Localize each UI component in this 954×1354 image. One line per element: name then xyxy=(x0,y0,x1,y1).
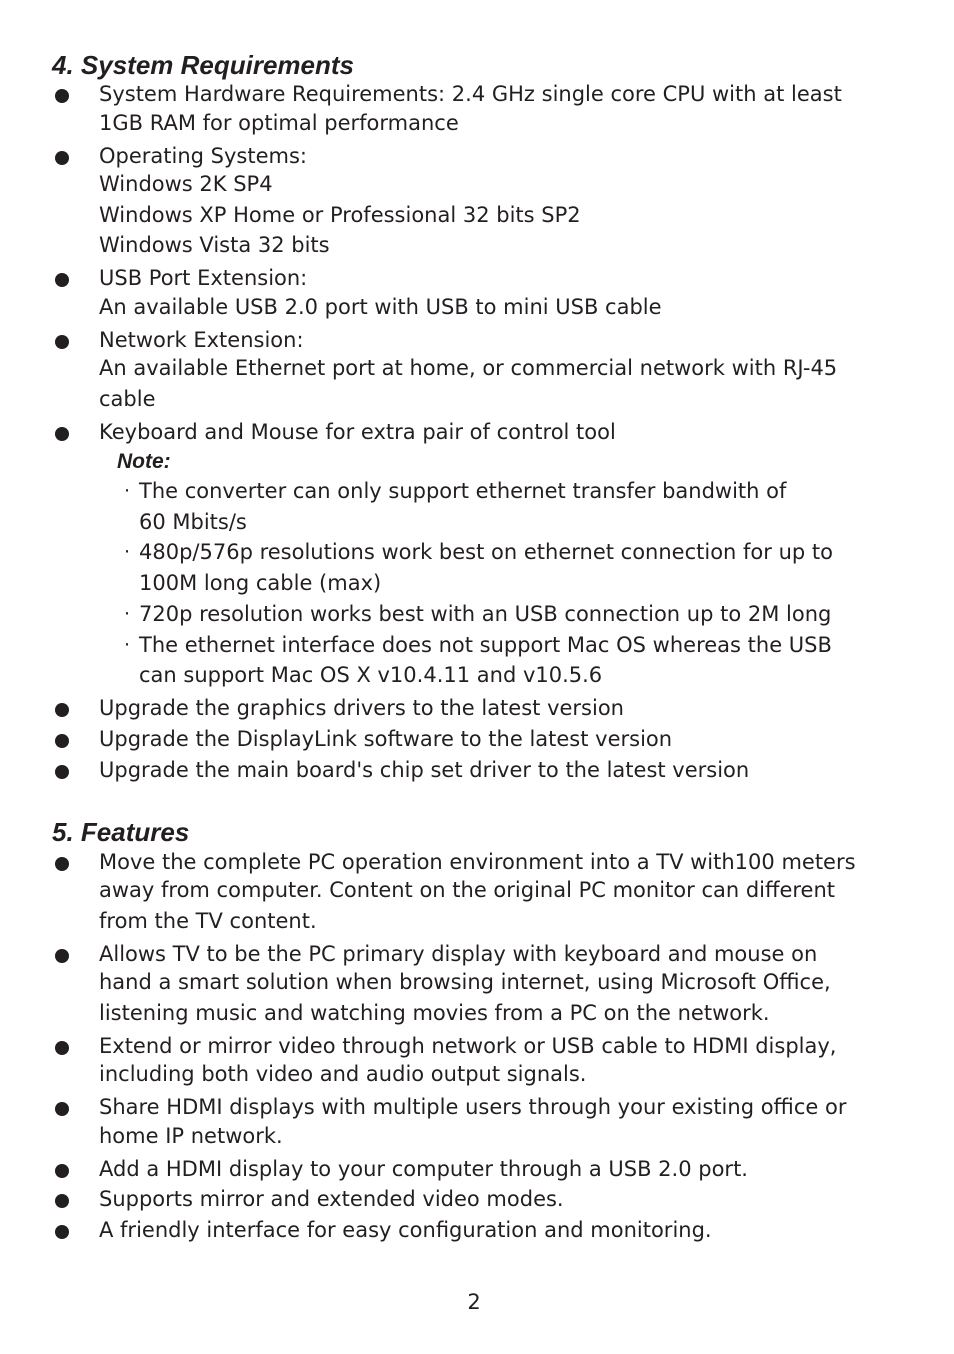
page-number: 2 xyxy=(467,1290,481,1314)
bullet-icon xyxy=(55,1164,69,1178)
feature-item-line: Extend or mirror video through network or USB cable to HDMI display, xyxy=(99,1034,837,1058)
upgrade-item: Upgrade the main board's chip set driver to the latest version xyxy=(99,758,750,782)
feature-item-line: Share HDMI displays with multiple users through your existing office or xyxy=(99,1095,847,1119)
feature-item-line: away from computer. Content on the original PC monitor can different xyxy=(99,878,836,902)
note-item-line: 480p/576p resolutions work best on ethernet connection for up to xyxy=(139,540,833,564)
note-item-line: The ethernet interface does not support Mac OS whereas the USB xyxy=(139,633,832,657)
network-extension-line1: An available Ethernet port at home, or commercial network with RJ-45 xyxy=(99,356,838,380)
section-heading-system-requirements: 4. System Requirements xyxy=(52,50,355,80)
section-heading-features: 5. Features xyxy=(52,817,190,847)
feature-item-line: Allows TV to be the PC primary display with keyboard and mouse on xyxy=(99,942,818,966)
bullet-icon xyxy=(55,1102,69,1116)
note-item-line: 100M long cable (max) xyxy=(139,571,382,595)
note-item-line: 60 Mbits/s xyxy=(139,510,247,534)
note-bullet-icon: · xyxy=(124,634,131,656)
network-extension-line2: cable xyxy=(99,387,156,411)
bullet-icon xyxy=(55,949,69,963)
bullet-icon xyxy=(55,734,69,748)
keyboard-mouse-item: Keyboard and Mouse for extra pair of control tool xyxy=(99,420,616,444)
feature-item-line: Move the complete PC operation environment into a TV with100 meters xyxy=(99,850,856,874)
note-bullet-icon: · xyxy=(124,541,131,563)
operating-systems-label: Operating Systems: xyxy=(99,144,307,168)
bullet-icon xyxy=(55,151,69,165)
feature-item-line: hand a smart solution when browsing internet, using Microsoft Office, xyxy=(99,970,831,994)
bullet-icon xyxy=(55,703,69,717)
bullet-icon xyxy=(55,335,69,349)
network-extension-label: Network Extension: xyxy=(99,328,304,352)
upgrade-item: Upgrade the DisplayLink software to the latest version xyxy=(99,727,673,751)
note-label: Note: xyxy=(117,450,171,473)
feature-item-line: Add a HDMI display to your computer through a USB 2.0 port. xyxy=(99,1157,748,1181)
bullet-icon xyxy=(55,1041,69,1055)
upgrade-item: Upgrade the graphics drivers to the latest version xyxy=(99,696,624,720)
usb-port-detail: An available USB 2.0 port with USB to mini USB cable xyxy=(99,295,662,319)
feature-item-line: Supports mirror and extended video modes. xyxy=(99,1187,564,1211)
note-item-line: can support Mac OS X v10.4.11 and v10.5.6 xyxy=(139,663,603,687)
note-bullet-icon: · xyxy=(124,480,131,502)
bullet-icon xyxy=(55,857,69,871)
hardware-requirements-line2: 1GB RAM for optimal performance xyxy=(99,111,459,135)
bullet-icon xyxy=(55,765,69,779)
bullet-icon xyxy=(55,1225,69,1239)
bullet-icon xyxy=(55,427,69,441)
note-item-line: The converter can only support ethernet transfer bandwith of xyxy=(139,479,787,503)
hardware-requirements-line1: System Hardware Requirements: 2.4 GHz single core CPU with at least xyxy=(99,82,842,106)
feature-item-line: including both video and audio output signals. xyxy=(99,1062,587,1086)
bullet-icon xyxy=(55,273,69,287)
os-item: Windows Vista 32 bits xyxy=(99,233,330,257)
usb-port-label: USB Port Extension: xyxy=(99,266,308,290)
feature-item-line: from the TV content. xyxy=(99,909,317,933)
bullet-icon xyxy=(55,89,69,103)
note-item-line: 720p resolution works best with an USB connection up to 2M long xyxy=(139,602,832,626)
feature-item-line: A friendly interface for easy configuration and monitoring. xyxy=(99,1218,712,1242)
feature-item-line: home IP network. xyxy=(99,1124,283,1148)
os-item: Windows 2K SP4 xyxy=(99,172,273,196)
note-bullet-icon: · xyxy=(124,603,131,625)
os-item: Windows XP Home or Professional 32 bits SP2 xyxy=(99,203,581,227)
feature-item-line: listening music and watching movies from a PC on the network. xyxy=(99,1001,770,1025)
bullet-icon xyxy=(55,1194,69,1208)
